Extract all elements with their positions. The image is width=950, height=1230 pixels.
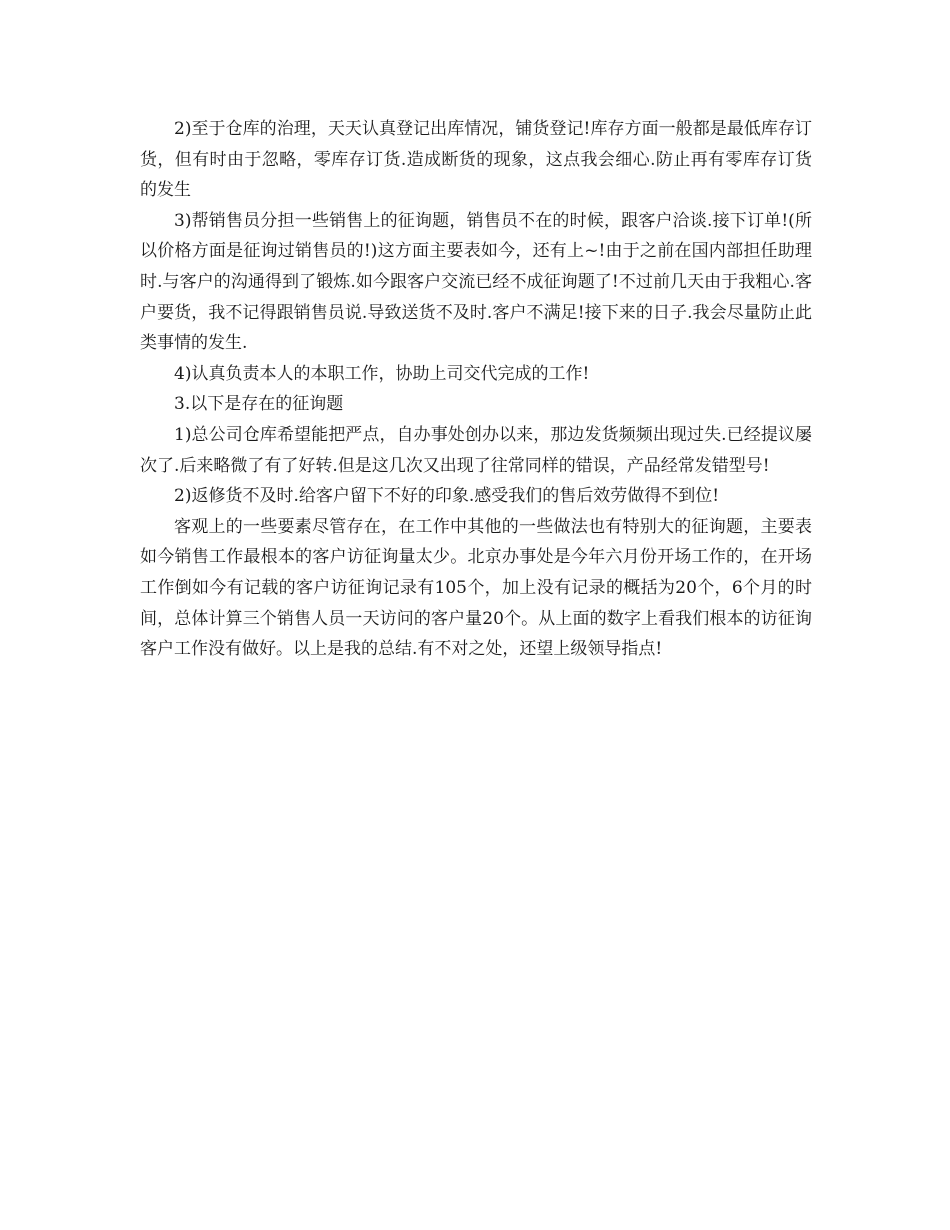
paragraph-duties: 4)认真负责本人的本职工作，协助上司交代完成的工作! <box>174 363 590 384</box>
paragraph-summary: 客观上的一些要素尽管存在，在工作中其他的一些做法也有特别大的征询题，主要表如今销售工作最根本的客户访征询量太少。北京办事处是今年六月份开场工作的，在开场工作倒如今有记载的客户访征询记录有105个，加上没有记录的概括为20个，6个月的时间，总体计算三个销售人员一天访问的客户量20个。从上面的数字上看我们根本的访征询客户工作没有做好。以上是我的总结.有不对之处，还望上级领导指点! <box>140 516 812 660</box>
document-page <box>140 114 812 665</box>
paragraph-sales-assistance: 3)帮销售员分担一些销售上的征询题，销售员不在的时候，跟客户洽谈.接下订单!(所以价格方面是征询过销售员的!)这方面主要表如今，还有上~!由于之前在国内部担任助理时.与客户的沟通得到了锻炼.如今跟客户交流已经不成征询题了!不过前几天由于我粗心.客户要货，我不记得跟销售员说.导致送货不及时.客户不满足!接下来的日子.我会尽量防止此类事情的发生. <box>140 210 812 354</box>
section-heading-problems: 3.以下是存在的征询题 <box>174 394 344 415</box>
paragraph-problem-repair: 2)返修货不及时.给客户留下不好的印象.感受我们的售后效劳做得不到位! <box>174 486 720 507</box>
paragraph-problem-warehouse: 1)总公司仓库希望能把严点，自办事处创办以来，那边发货频频出现过失.已经提议屡次了.后来略微了有了好转.但是这几次又出现了往常同样的错误，产品经常发错型号! <box>140 424 812 476</box>
paragraph-warehouse-management: 2)至于仓库的治理，天天认真登记出库情况，铺货登记!库存方面一般都是最低库存订货，但有时由于忽略，零库存订货.造成断货的现象，这点我会细心.防止再有零库存订货的发生 <box>140 119 812 201</box>
